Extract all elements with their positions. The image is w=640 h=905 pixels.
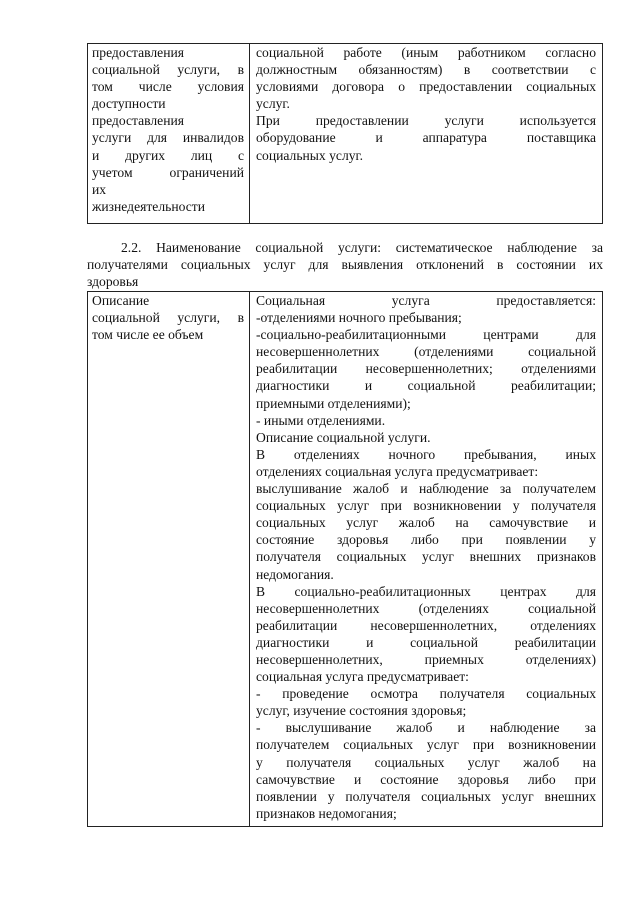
cell-line: услуги для инвалидов <box>92 130 244 146</box>
cell-line: приемными отделениями); <box>256 395 411 411</box>
table-cell-label <box>88 292 250 827</box>
cell-line: Социальная услуга предоставляется: <box>256 293 596 308</box>
cell-line: том числе условия <box>92 79 244 95</box>
cell-line: их <box>92 181 107 197</box>
cell-line: социальная услуга предусматривает: <box>256 669 469 685</box>
cell-line: появлении у получателя социальных услуг внешних <box>256 788 596 804</box>
cell-line: доступности <box>92 96 166 112</box>
cell-line: социальной услуги, в <box>92 62 244 78</box>
cell-line: жизнедеятельности <box>92 198 205 214</box>
cell-line: у получателя социальных услуг жалоб на <box>256 754 596 770</box>
cell-line: получателем социальных услуг при возникновении <box>256 737 596 753</box>
cell-line: том числе ее объем <box>92 327 204 343</box>
cell-line: диагностики и социальной реабилитации <box>256 634 596 650</box>
cell-line: В отделениях ночного пребывания, иных <box>256 446 596 462</box>
cell-line: реабилитации несовершеннолетних; отделениями <box>256 361 596 377</box>
cell-line: -отделениями ночного пребывания; <box>256 310 462 326</box>
cell-line: В социально-реабилитационных центрах для <box>256 583 596 599</box>
cell-line: условиями договора о предоставлении социальных <box>256 79 596 95</box>
cell-line: социальной услуги, в <box>92 310 244 326</box>
cell-line: реабилитации несовершеннолетних, отделениях <box>256 617 596 633</box>
cell-line: несовершеннолетних (отделениями социальной <box>256 344 596 360</box>
cell-line: несовершеннолетних, приемных отделениях) <box>256 651 596 667</box>
service-description-table <box>87 291 603 827</box>
cell-line: социальных услуг при возникновении у получателя <box>256 498 596 514</box>
cell-line: оборудование и аппаратура поставщика <box>256 130 596 146</box>
cell-line: отделениях социальная услуга предусматривает: <box>256 463 539 479</box>
cell-line: услуг. <box>256 96 290 112</box>
heading-line: 2.2. Наименование социальной услуги: систематическое наблюдение за <box>121 240 603 255</box>
cell-line: - проведение осмотра получателя социальных <box>256 686 596 702</box>
cell-line: Описание социальной услуги. <box>256 429 431 445</box>
section-heading <box>87 239 603 291</box>
cell-line: диагностики и социальной реабилитации; <box>256 378 596 394</box>
cell-line: социальной работе (иным работником согласно <box>256 45 596 60</box>
cell-line: предоставления <box>92 45 185 60</box>
table-row <box>88 44 603 224</box>
cell-line: и других лиц с <box>92 147 244 163</box>
table-cell-content <box>250 44 603 224</box>
heading-line: здоровья <box>87 274 139 290</box>
cell-line: услуг, изучение состояния здоровья; <box>256 703 467 719</box>
cell-line: признаков недомогания; <box>256 805 397 821</box>
table-cell-content <box>250 292 603 827</box>
cell-line: несовершеннолетних (отделениях социальной <box>256 600 596 616</box>
table-row <box>88 292 603 827</box>
cell-line: - иными отделениями. <box>256 412 386 428</box>
cell-line: При предоставлении услуги используется <box>256 113 596 129</box>
cell-line: социальных услуг жалоб на самочувствие и <box>256 515 596 531</box>
cell-line: -социально-реабилитационными центрами для <box>256 327 596 343</box>
cell-line: социальных услуг. <box>256 147 363 163</box>
table-continuation <box>87 43 603 224</box>
cell-line: учетом ограничений <box>92 164 244 180</box>
cell-line: самочувствие и состояние здоровья либо при <box>256 771 596 787</box>
cell-line: недомогания. <box>256 566 334 582</box>
cell-line: Описание <box>92 293 150 308</box>
cell-line: предоставления <box>92 113 185 129</box>
table-cell-label <box>88 44 250 224</box>
cell-line: - выслушивание жалоб и наблюдение за <box>256 720 596 736</box>
heading-line: получателями социальных услуг для выявления отклонений в состоянии их <box>87 257 603 273</box>
cell-line: выслушивание жалоб и наблюдение за получателем <box>256 481 596 497</box>
cell-line: получателя социальных услуг внешних признаков <box>256 549 596 565</box>
cell-line: состояние здоровья либо при появлении у <box>256 532 596 548</box>
cell-line: должностным обязанностям) в соответствии с <box>256 62 596 78</box>
